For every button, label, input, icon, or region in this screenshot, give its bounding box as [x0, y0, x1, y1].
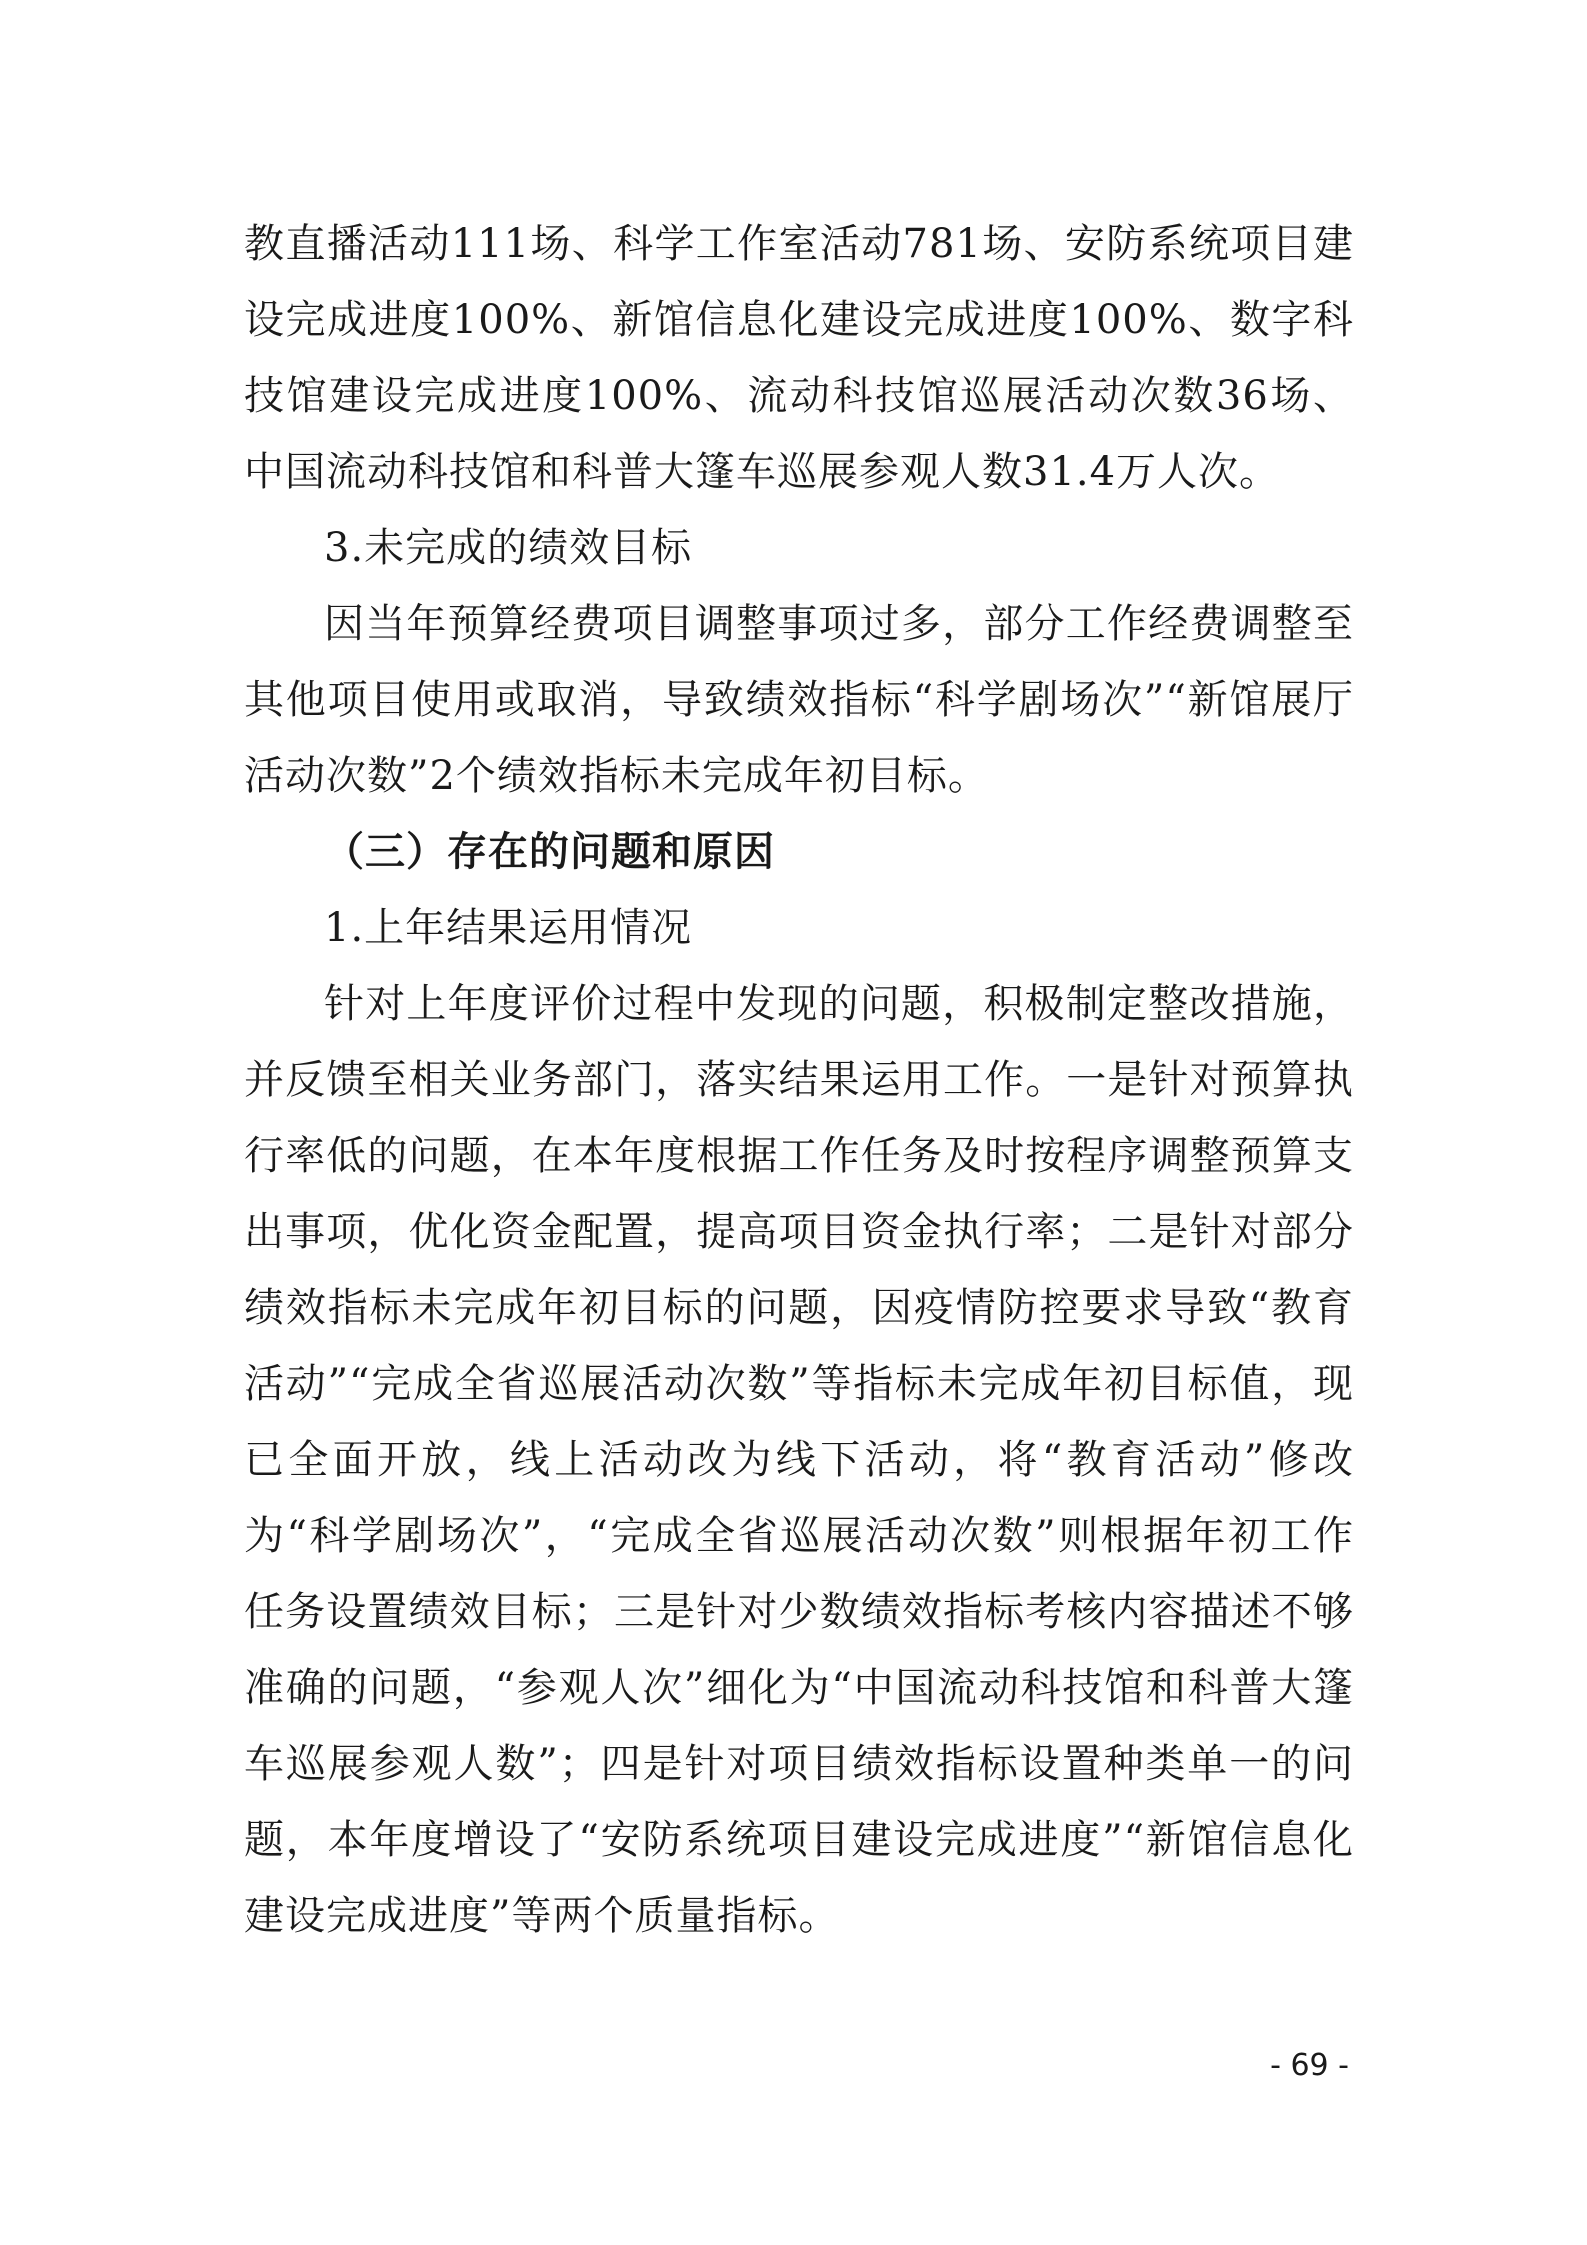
document-body: [244, 206, 1354, 1954]
paragraph-continued-results: 教直播活动111场、科学工作室活动781场、安防系统项目建设完成进度100%、新馆信息化建设完成进度100%、数字科技馆建设完成进度100%、流动科技馆巡展活动次数36场、中国流动科技馆和科普大篷车巡展参观人数31.4万人次。: [244, 221, 1354, 495]
paragraph-unmet-goals: 因当年预算经费项目调整事项过多，部分工作经费调整至其他项目使用或取消，导致绩效指标“科学剧场次”“新馆展厅活动次数”2个绩效指标未完成年初目标。: [244, 601, 1354, 799]
section-heading-problems: （三）存在的问题和原因: [324, 828, 775, 875]
page-number: - 69 -: [1270, 2048, 1349, 2083]
subheading-last-year-results: 1.上年结果运用情况: [324, 905, 693, 951]
subheading-unmet-goals: 3.未完成的绩效目标: [324, 525, 693, 571]
paragraph-last-year-results: 针对上年度评价过程中发现的问题，积极制定整改措施，并反馈至相关业务部门，落实结果运用工作。一是针对预算执行率低的问题，在本年度根据工作任务及时按程序调整预算支出事项，优化资金配置，提高项目资金执行率；二是针对部分绩效指标未完成年初目标的问题，因疫情防控要求导致“教育活动”“完成全省巡展活动次数”等指标未完成年初目标值，现已全面开放，线上活动改为线下活动，将“教育活动”修改为“科学剧场次”，“完成全省巡展活动次数”则根据年初工作任务设置绩效目标；三是针对少数绩效指标考核内容描述不够准确的问题，“参观人次”细化为“中国流动科技馆和科普大篷车巡展参观人数”；四是针对项目绩效指标设置种类单一的问题，本年度增设了“安防系统项目建设完成进度”“新馆信息化建设完成进度”等两个质量指标。: [244, 981, 1354, 1939]
